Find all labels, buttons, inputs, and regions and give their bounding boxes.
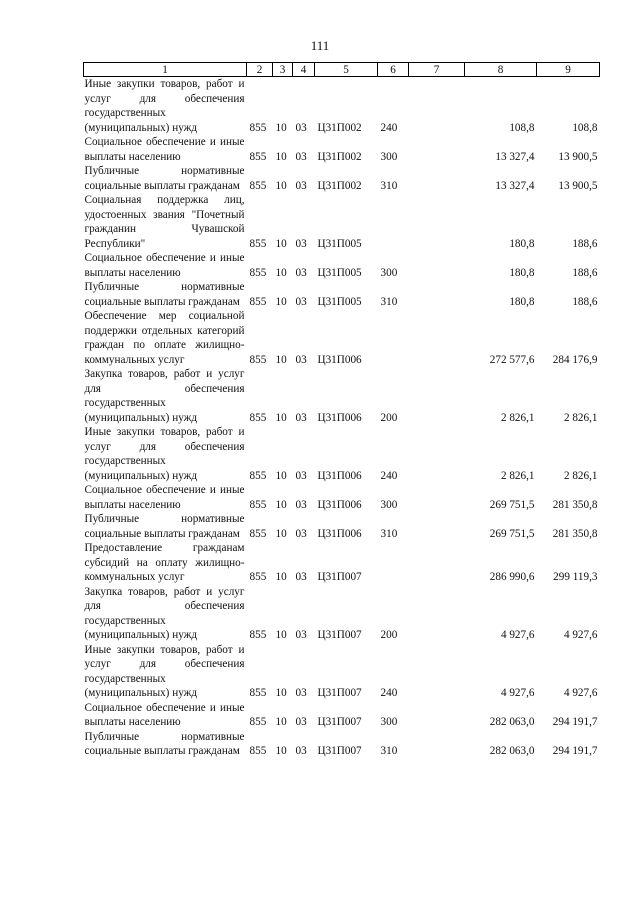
cell-expense-type: 240 [380, 469, 398, 482]
cell-expense-type: 310 [380, 295, 398, 308]
budget-table [83, 62, 600, 759]
cell-ministry-code: 855 [249, 527, 267, 540]
cell-section-code: 10 [275, 745, 287, 757]
column-header-6: 6 [378, 63, 409, 77]
cell-amount-col8: 272 577,6 [489, 353, 535, 366]
cell-subsection-code: 03 [295, 687, 307, 699]
cell-expense-type: 240 [380, 121, 398, 134]
column-header-8: 8 [465, 63, 537, 77]
table-header [84, 63, 600, 77]
cell-column-7 [409, 77, 465, 136]
cell-amount-col9: 108,8 [572, 121, 598, 134]
cell-ministry-code: 855 [249, 571, 267, 583]
cell-expense-type: 200 [380, 411, 398, 424]
cell-amount-col8: 2 826,1 [500, 469, 535, 482]
cell-section-code: 10 [275, 353, 287, 366]
cell-column-7 [409, 193, 465, 251]
table-row [84, 730, 600, 759]
cell-amount-col8: 180,8 [509, 295, 535, 308]
row-name: Закупка товаров, работ и услуг для обеспечения государственных (муниципальных) нужд [84, 585, 245, 641]
table-row [84, 701, 600, 730]
cell-subsection-code: 03 [295, 629, 307, 641]
cell-expense-type [378, 193, 409, 251]
cell-expense-type: 300 [380, 266, 398, 279]
cell-amount-col9: 4 927,6 [563, 629, 598, 641]
cell-ministry-code: 855 [249, 411, 267, 424]
cell-amount-col8: 108,8 [509, 121, 535, 134]
cell-amount-col9: 188,6 [572, 295, 598, 308]
cell-amount-col8: 286 990,6 [489, 571, 535, 583]
cell-section-code: 10 [275, 179, 287, 192]
cell-target-article: Ц31П006 [317, 469, 362, 482]
cell-section-code: 10 [275, 295, 287, 308]
cell-subsection-code: 03 [295, 353, 307, 366]
cell-column-7 [409, 251, 465, 280]
cell-amount-col8: 269 751,5 [489, 527, 535, 540]
cell-amount-col9: 284 176,9 [552, 353, 598, 366]
table-body [84, 77, 600, 759]
column-header-5: 5 [315, 63, 378, 77]
table-row [84, 77, 600, 136]
column-header-3: 3 [273, 63, 293, 77]
cell-subsection-code: 03 [295, 266, 307, 279]
table-row [84, 585, 600, 643]
cell-subsection-code: 03 [295, 295, 307, 308]
cell-ministry-code: 855 [249, 687, 267, 699]
cell-target-article: Ц31П006 [317, 527, 362, 540]
row-name: Иные закупки товаров, работ и услуг для обеспечения государственных (муниципальных) нужд [84, 426, 245, 482]
row-name: Предоставление гражданам субсидий на оплату жилищно-коммунальных услуг [84, 542, 245, 583]
cell-ministry-code: 855 [249, 716, 267, 728]
cell-target-article: Ц31П006 [317, 498, 362, 511]
cell-amount-col8: 13 327,4 [495, 150, 535, 163]
cell-amount-col9: 188,6 [572, 266, 598, 279]
page-number: 111 [310, 38, 330, 53]
cell-amount-col9: 13 900,5 [558, 150, 598, 163]
row-name: Социальное обеспечение и иные выплаты населению [84, 484, 245, 511]
cell-amount-col9: 2 826,1 [563, 469, 598, 482]
cell-target-article: Ц31П002 [317, 121, 362, 134]
cell-ministry-code: 855 [249, 266, 267, 279]
cell-amount-col9: 299 119,3 [553, 571, 598, 583]
cell-column-7 [409, 512, 465, 541]
table-row [84, 280, 600, 309]
cell-column-7 [409, 730, 465, 759]
cell-ministry-code: 855 [249, 498, 267, 511]
cell-amount-col9: 281 350,8 [552, 498, 598, 511]
cell-expense-type: 300 [380, 150, 398, 163]
cell-column-7 [409, 164, 465, 193]
row-name: Социальная поддержка лиц, удостоенных звания "Почетный гражданин Чувашской Республики" [84, 194, 245, 250]
cell-ministry-code: 855 [249, 745, 267, 757]
cell-column-7 [409, 643, 465, 701]
cell-expense-type: 300 [380, 716, 398, 728]
row-name: Публичные нормативные социальные выплаты гражданам [84, 730, 245, 757]
cell-target-article: Ц31П005 [317, 266, 362, 279]
column-header-4: 4 [293, 63, 315, 77]
cell-expense-type: 240 [380, 687, 398, 699]
table-row [84, 251, 600, 280]
cell-expense-type: 310 [380, 527, 398, 540]
cell-amount-col9: 2 826,1 [563, 411, 598, 424]
cell-amount-col8: 180,8 [509, 237, 535, 250]
cell-expense-type: 300 [380, 498, 398, 511]
cell-amount-col9: 13 900,5 [558, 179, 598, 192]
cell-expense-type: 200 [380, 629, 398, 641]
cell-amount-col9: 294 191,7 [552, 716, 598, 728]
table-row [84, 643, 600, 701]
cell-target-article: Ц31П007 [317, 687, 362, 699]
cell-subsection-code: 03 [295, 237, 307, 250]
cell-section-code: 10 [275, 527, 287, 540]
cell-amount-col8: 282 063,0 [489, 716, 535, 728]
cell-target-article: Ц31П002 [317, 150, 362, 163]
table-row [84, 425, 600, 483]
cell-section-code: 10 [275, 469, 287, 482]
cell-ministry-code: 855 [249, 353, 267, 366]
cell-ministry-code: 855 [249, 179, 267, 192]
cell-section-code: 10 [275, 716, 287, 728]
cell-ministry-code: 855 [249, 295, 267, 308]
cell-target-article: Ц31П007 [317, 571, 362, 583]
cell-amount-col8: 4 927,6 [500, 687, 535, 699]
cell-expense-type [378, 541, 409, 585]
cell-ministry-code: 855 [249, 469, 267, 482]
cell-amount-col8: 282 063,0 [489, 745, 535, 757]
row-name: Публичные нормативные социальные выплаты гражданам [84, 513, 245, 540]
cell-column-7 [409, 309, 465, 367]
cell-section-code: 10 [275, 571, 287, 583]
cell-subsection-code: 03 [295, 179, 307, 192]
row-name: Публичные нормативные социальные выплаты гражданам [84, 165, 245, 192]
cell-expense-type: 310 [380, 745, 398, 757]
row-name: Социальное обеспечение и иные выплаты населению [84, 136, 245, 163]
row-name: Социальное обеспечение и иные выплаты населению [84, 701, 245, 728]
cell-ministry-code: 855 [249, 150, 267, 163]
cell-subsection-code: 03 [295, 527, 307, 540]
cell-target-article: Ц31П005 [317, 295, 362, 308]
cell-subsection-code: 03 [295, 745, 307, 757]
cell-amount-col8: 13 327,4 [495, 179, 535, 192]
cell-column-7 [409, 701, 465, 730]
cell-column-7 [409, 483, 465, 512]
column-header-2: 2 [247, 63, 273, 77]
cell-column-7 [409, 425, 465, 483]
header-row [84, 63, 600, 77]
row-name: Публичные нормативные социальные выплаты гражданам [84, 281, 245, 308]
cell-section-code: 10 [275, 150, 287, 163]
cell-expense-type [378, 309, 409, 367]
row-name: Закупка товаров, работ и услуг для обеспечения государственных (муниципальных) нужд [84, 368, 245, 424]
cell-amount-col8: 4 927,6 [500, 629, 535, 641]
cell-target-article: Ц31П006 [317, 411, 362, 424]
cell-amount-col8: 180,8 [509, 266, 535, 279]
cell-subsection-code: 03 [295, 498, 307, 511]
cell-target-article: Ц31П007 [317, 716, 362, 728]
cell-column-7 [409, 280, 465, 309]
table-row [84, 135, 600, 164]
cell-amount-col9: 4 927,6 [563, 687, 598, 699]
cell-amount-col8: 269 751,5 [489, 498, 535, 511]
cell-subsection-code: 03 [295, 411, 307, 424]
row-name: Иные закупки товаров, работ и услуг для обеспечения государственных (муниципальных) нужд [84, 78, 245, 134]
cell-ministry-code: 855 [249, 237, 267, 250]
cell-section-code: 10 [275, 687, 287, 699]
cell-amount-col9: 188,6 [572, 237, 598, 250]
table-row [84, 309, 600, 367]
table-row [84, 193, 600, 251]
cell-section-code: 10 [275, 121, 287, 134]
cell-subsection-code: 03 [295, 121, 307, 134]
row-name: Обеспечение мер социальной поддержки отдельных категорий граждан по оплате жилищно-коммунальных услуг [84, 310, 245, 366]
table-row [84, 483, 600, 512]
cell-target-article: Ц31П006 [317, 353, 362, 366]
cell-section-code: 10 [275, 411, 287, 424]
cell-amount-col9: 294 191,7 [552, 745, 598, 757]
cell-subsection-code: 03 [295, 150, 307, 163]
row-name: Иные закупки товаров, работ и услуг для обеспечения государственных (муниципальных) нужд [84, 643, 245, 699]
table-row [84, 164, 600, 193]
cell-section-code: 10 [275, 237, 287, 250]
cell-column-7 [409, 367, 465, 425]
cell-subsection-code: 03 [295, 469, 307, 482]
table-row [84, 512, 600, 541]
cell-section-code: 10 [275, 266, 287, 279]
cell-target-article: Ц31П007 [317, 629, 362, 641]
cell-amount-col9: 281 350,8 [552, 527, 598, 540]
cell-target-article: Ц31П002 [317, 179, 362, 192]
cell-section-code: 10 [275, 629, 287, 641]
column-header-7: 7 [409, 63, 465, 77]
cell-column-7 [409, 541, 465, 585]
cell-subsection-code: 03 [295, 716, 307, 728]
column-header-9: 9 [537, 63, 600, 77]
row-name: Социальное обеспечение и иные выплаты населению [84, 252, 245, 279]
cell-ministry-code: 855 [249, 121, 267, 134]
cell-subsection-code: 03 [295, 571, 307, 583]
cell-expense-type: 310 [380, 179, 398, 192]
cell-section-code: 10 [275, 498, 287, 511]
cell-target-article: Ц31П007 [317, 745, 362, 757]
cell-column-7 [409, 585, 465, 643]
table-row [84, 367, 600, 425]
cell-amount-col8: 2 826,1 [500, 411, 535, 424]
table-row [84, 541, 600, 585]
cell-column-7 [409, 135, 465, 164]
cell-target-article: Ц31П005 [317, 237, 362, 250]
cell-ministry-code: 855 [249, 629, 267, 641]
column-header-1: 1 [84, 63, 247, 77]
